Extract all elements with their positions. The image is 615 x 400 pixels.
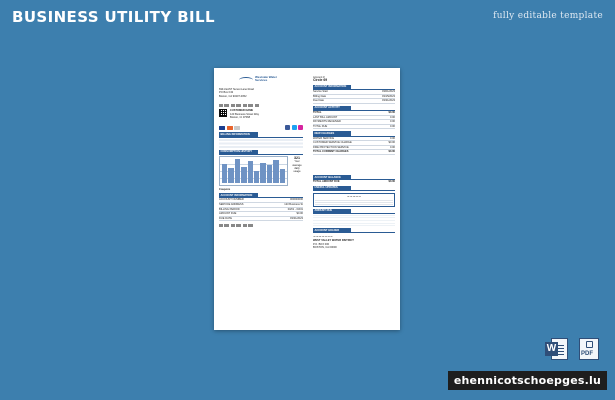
bill-right-column bbox=[313, 68, 395, 249]
amount-due-header: AMOUNT DUE bbox=[313, 209, 351, 213]
consumption-note: 321 Your average daily usage bbox=[292, 155, 302, 174]
account-balance-header: ACCOUNT BALANCE bbox=[313, 175, 351, 179]
table-row: AMOUNT DUE $0.00 bbox=[219, 212, 303, 216]
signature-icon: ~~~~~ bbox=[346, 194, 362, 199]
facebook-icon[interactable] bbox=[285, 125, 290, 130]
consumption-bar bbox=[235, 159, 240, 183]
consumption-bar bbox=[273, 160, 278, 183]
table-row: PAYMENTS RECEIVED 0.00 bbox=[313, 120, 395, 124]
account-activity-header: ACCOUNT ACTIVITY bbox=[313, 106, 351, 110]
mastercard-icon bbox=[227, 126, 233, 130]
account-information-header: ACCOUNT INFORMATION bbox=[313, 85, 351, 89]
social-icons bbox=[285, 125, 303, 130]
consumption-bar bbox=[254, 171, 259, 183]
pdf-icon[interactable]: PDF bbox=[577, 337, 601, 361]
bill-document bbox=[214, 68, 400, 330]
wave-icon bbox=[239, 77, 253, 83]
account-number: Account # Circle 69 bbox=[313, 76, 328, 83]
twitter-icon[interactable] bbox=[292, 125, 297, 130]
table-row: TOTAL DUE 0.00 bbox=[313, 124, 395, 128]
consumption-chart bbox=[219, 156, 288, 186]
account-holder-header: ACCOUNT HOLDER bbox=[313, 228, 351, 232]
account-information-bottom-header: ACCOUNT INFORMATION bbox=[219, 193, 258, 197]
table-row: FIRE PROTECTION SERVICE 0.00 bbox=[313, 145, 395, 149]
table-row: Due Date 03/31/2023 bbox=[313, 99, 395, 103]
table-row: Service Start 03/01/2023 bbox=[313, 90, 395, 93]
amount-due-lines bbox=[313, 214, 395, 226]
consumption-bar bbox=[260, 163, 265, 183]
coupons-label: Coupons bbox=[219, 187, 231, 191]
site-badge[interactable]: ehennicotschoepges.lu bbox=[448, 371, 607, 390]
table-row: WATER SERVICE 0.00 bbox=[313, 136, 395, 140]
bill-information-header: BILLING INFORMATION bbox=[219, 132, 258, 136]
bottom-barcode bbox=[219, 224, 253, 227]
remit-address: WEST VALLEY WATER DISTRICT P.O. BOX 000 BOSTON, CA 00000 bbox=[313, 239, 354, 250]
consumption-bar bbox=[248, 161, 253, 182]
payment-methods bbox=[219, 126, 240, 130]
word-icon[interactable]: W bbox=[545, 337, 569, 361]
table-row: ACCOUNT NUMBER 000000000 bbox=[219, 198, 303, 202]
page-title: BUSINESS UTILITY BILL bbox=[12, 8, 215, 26]
instagram-icon[interactable] bbox=[298, 125, 303, 130]
activity-table bbox=[313, 111, 395, 129]
barcode bbox=[219, 104, 259, 107]
useful-updates-header: USEFUL UPDATES bbox=[313, 186, 351, 190]
page-subtitle: fully editable template bbox=[493, 11, 603, 21]
table-row: Billing Date 03/15/2023 bbox=[313, 94, 395, 98]
consumption-header: CONSUMPTION HISTORY bbox=[219, 150, 258, 154]
format-icons bbox=[545, 337, 601, 361]
qr-code-icon bbox=[219, 109, 227, 117]
company-logo: Westvale Water Services bbox=[239, 74, 279, 86]
consumption-bar bbox=[228, 168, 233, 183]
consumption-bar bbox=[222, 164, 227, 183]
table-row: CUSTOMER SERVICE CHARGE $0.00 bbox=[313, 141, 395, 145]
updates-box bbox=[313, 193, 395, 207]
table-row: DUE DATE 03/31/2023 bbox=[219, 216, 303, 220]
table-row: TOTAL $0.00 bbox=[313, 110, 395, 114]
bottom-table bbox=[219, 198, 303, 221]
consumption-bar bbox=[241, 167, 246, 183]
customer-address: CUSTOMER NAME 123 Business Street Way Boston, Ct 07068 bbox=[230, 109, 260, 120]
holder-signature-icon: ~~~~~~~ bbox=[313, 235, 333, 240]
bill-left-column bbox=[219, 68, 303, 227]
table-row: SERVICE ADDRESS 123 Business St bbox=[219, 203, 303, 206]
company-address: 6941 EAST Surest Lane Road PO Box F43 Boston, CA 93207-0052 bbox=[219, 88, 254, 98]
balance-row: TOTAL AMOUNT DUE $0.00 bbox=[313, 180, 395, 184]
table-row: TOTAL CURRENT CHARGES $0.00 bbox=[313, 150, 395, 154]
consumption-bar bbox=[267, 165, 272, 182]
table-row: LAST BILL AMOUNT 0.00 bbox=[313, 115, 395, 119]
account-info-table bbox=[313, 90, 395, 104]
new-charges-header: NEW CHARGES bbox=[313, 131, 351, 135]
visa-icon bbox=[219, 126, 225, 130]
consumption-bar bbox=[280, 169, 285, 182]
bill-info-table bbox=[219, 138, 303, 148]
table-row: BILLING PERIOD 03/01 - 03/31 bbox=[219, 207, 303, 211]
charges-table bbox=[313, 137, 395, 155]
card-icon bbox=[234, 126, 240, 130]
